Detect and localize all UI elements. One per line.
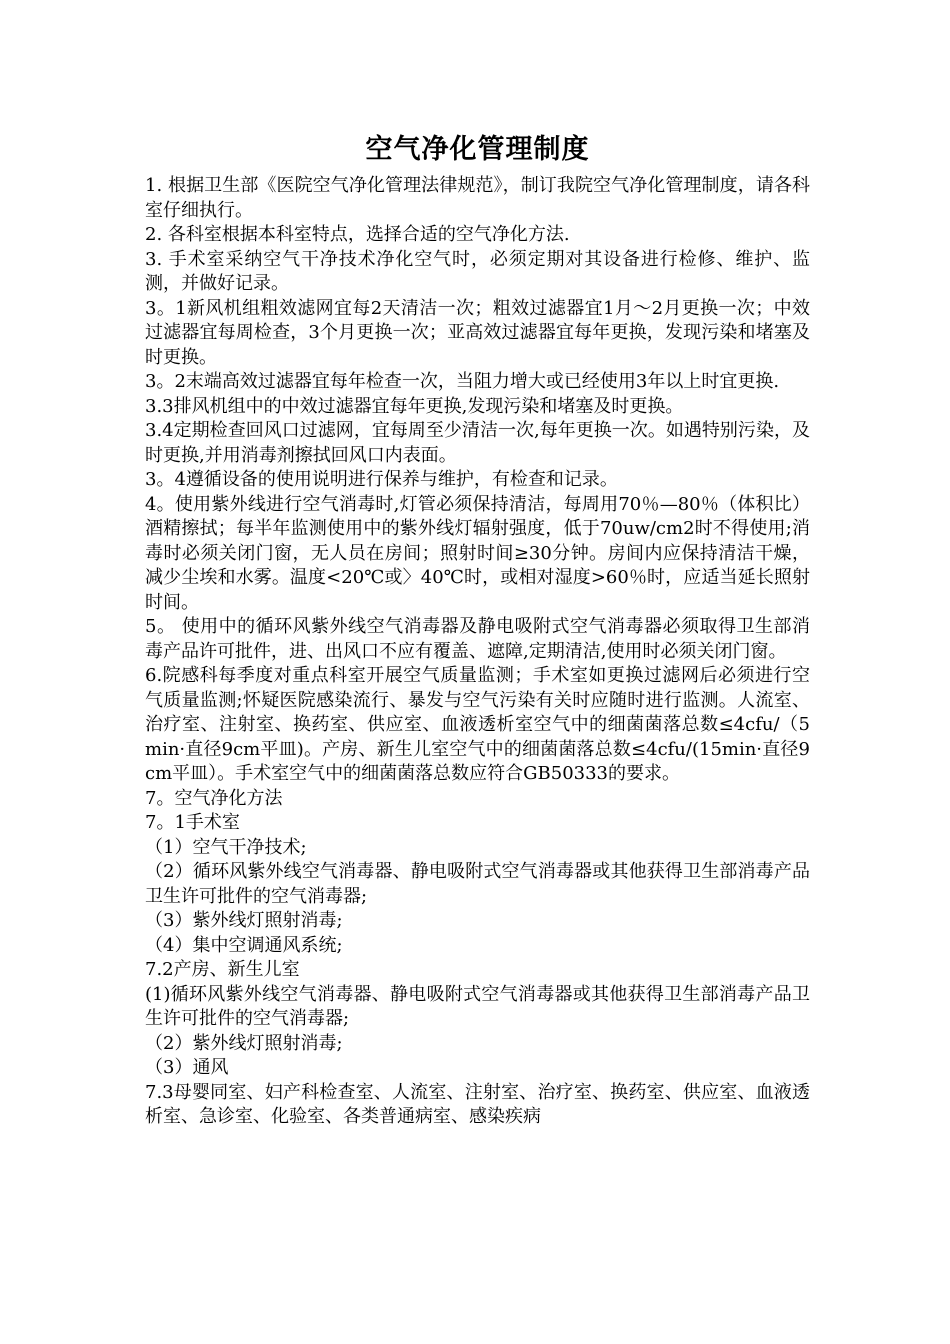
paragraph-2: 2. 各科室根据本科室特点，选择合适的空气净化方法. bbox=[145, 224, 570, 245]
paragraph-6: 6.院感科每季度对重点科室开展空气质量监测；手术室如更换过滤网后必须进行空气质量监测;怀疑医院感染流行、暴发与空气污染有关时应随时进行监测。人流室、治疗室、注射室、换药室、供应室、血液透析室空气中的细菌菌落总数≤4cfu/（5min·直径9cm平皿)。产房、新生儿室空气中的细菌菌落总数≤4cfu/(15min·直径9cm平皿）。手术室空气中的细菌菌落总数应符合GB50333的要求。 bbox=[145, 665, 810, 784]
paragraph-7-3: 7.3母婴同室、妇产科检查室、人流室、注射室、治疗室、换药室、供应室、血液透析室、急诊室、化验室、各类普通病室、感染疾病 bbox=[145, 1081, 810, 1127]
list-item: （3）紫外线灯照射消毒; bbox=[145, 910, 343, 931]
list-item: （2）紫外线灯照射消毒; bbox=[145, 1032, 343, 1054]
paragraph-7: 7。空气净化方法 bbox=[145, 787, 283, 809]
document-body bbox=[145, 174, 810, 1130]
paragraph-3-2: 3。2末端高效过滤器宜每年检查一次，当阻力增大或已经使用3年以上时宜更换. bbox=[145, 371, 780, 392]
list-item: （3）通风 bbox=[145, 1057, 229, 1078]
paragraph-3-3: 3.3排风机组中的中效过滤器宜每年更换,发现污染和堵塞及时更换。 bbox=[145, 395, 684, 417]
list-item: （4）集中空调通风系统; bbox=[145, 934, 343, 956]
paragraph-3-1: 3。1新风机组粗效滤网宜每2天清洁一次；粗效过滤器宜1月～2月更换一次；中效过滤器宜每周检查，3个月更换一次；亚高效过滤器宜每年更换，发现污染和堵塞及时更换。 bbox=[145, 297, 810, 368]
list-item: （2）循环风紫外线空气消毒器、静电吸附式空气消毒器或其他获得卫生部消毒产品卫生许可批件的空气消毒器; bbox=[145, 861, 810, 907]
paragraph-4: 4。使用紫外线进行空气消毒时,灯管必须保持清洁，每周用70％—80％（体积比）酒精擦拭；每半年监测使用中的紫外线灯辐射强度，低于70uw/cm2时不得使用;消毒时必须关闭门窗，无人员在房间；照射时间≥30分钟。房间内应保持清洁干燥，减少尘埃和水雾。温度<20℃或〉40℃时，或相对湿度>60％时，应适当延长照射时间。 bbox=[145, 493, 810, 613]
list-item: （1）空气干净技术; bbox=[145, 836, 307, 858]
paragraph-7-1: 7。1手术室 bbox=[145, 812, 240, 833]
paragraph-3: 3. 手术室采纳空气干净技术净化空气时，必须定期对其设备进行检修、维护、监测，并做好记录。 bbox=[145, 248, 810, 294]
paragraph-3-4b: 3。4遵循设备的使用说明进行保养与维护，有检查和记录。 bbox=[145, 469, 618, 490]
paragraph-1: 1. 根据卫生部《医院空气净化管理法律规范》，制订我院空气净化管理制度，请各科室仔细执行。 bbox=[145, 175, 810, 221]
paragraph-7-2: 7.2产房、新生儿室 bbox=[145, 959, 300, 980]
document-title: 空气净化管理制度 bbox=[365, 134, 590, 165]
paragraph-5: 5。 使用中的循环风紫外线空气消毒器及静电吸附式空气消毒器必须取得卫生部消毒产品许可批件，进、出风口不应有覆盖、遮障,定期清洁,使用时必须关闭门窗。 bbox=[145, 616, 810, 662]
list-item: (1)循环风紫外线空气消毒器、静电吸附式空气消毒器或其他获得卫生部消毒产品卫生许可批件的空气消毒器; bbox=[145, 983, 810, 1029]
document-page bbox=[145, 130, 810, 1130]
paragraph-3-4a: 3.4定期检查回风口过滤网，宜每周至少清洁一次,每年更换一次。如遇特别污染，及时更换,并用消毒剂擦拭回风口内表面。 bbox=[145, 420, 810, 466]
